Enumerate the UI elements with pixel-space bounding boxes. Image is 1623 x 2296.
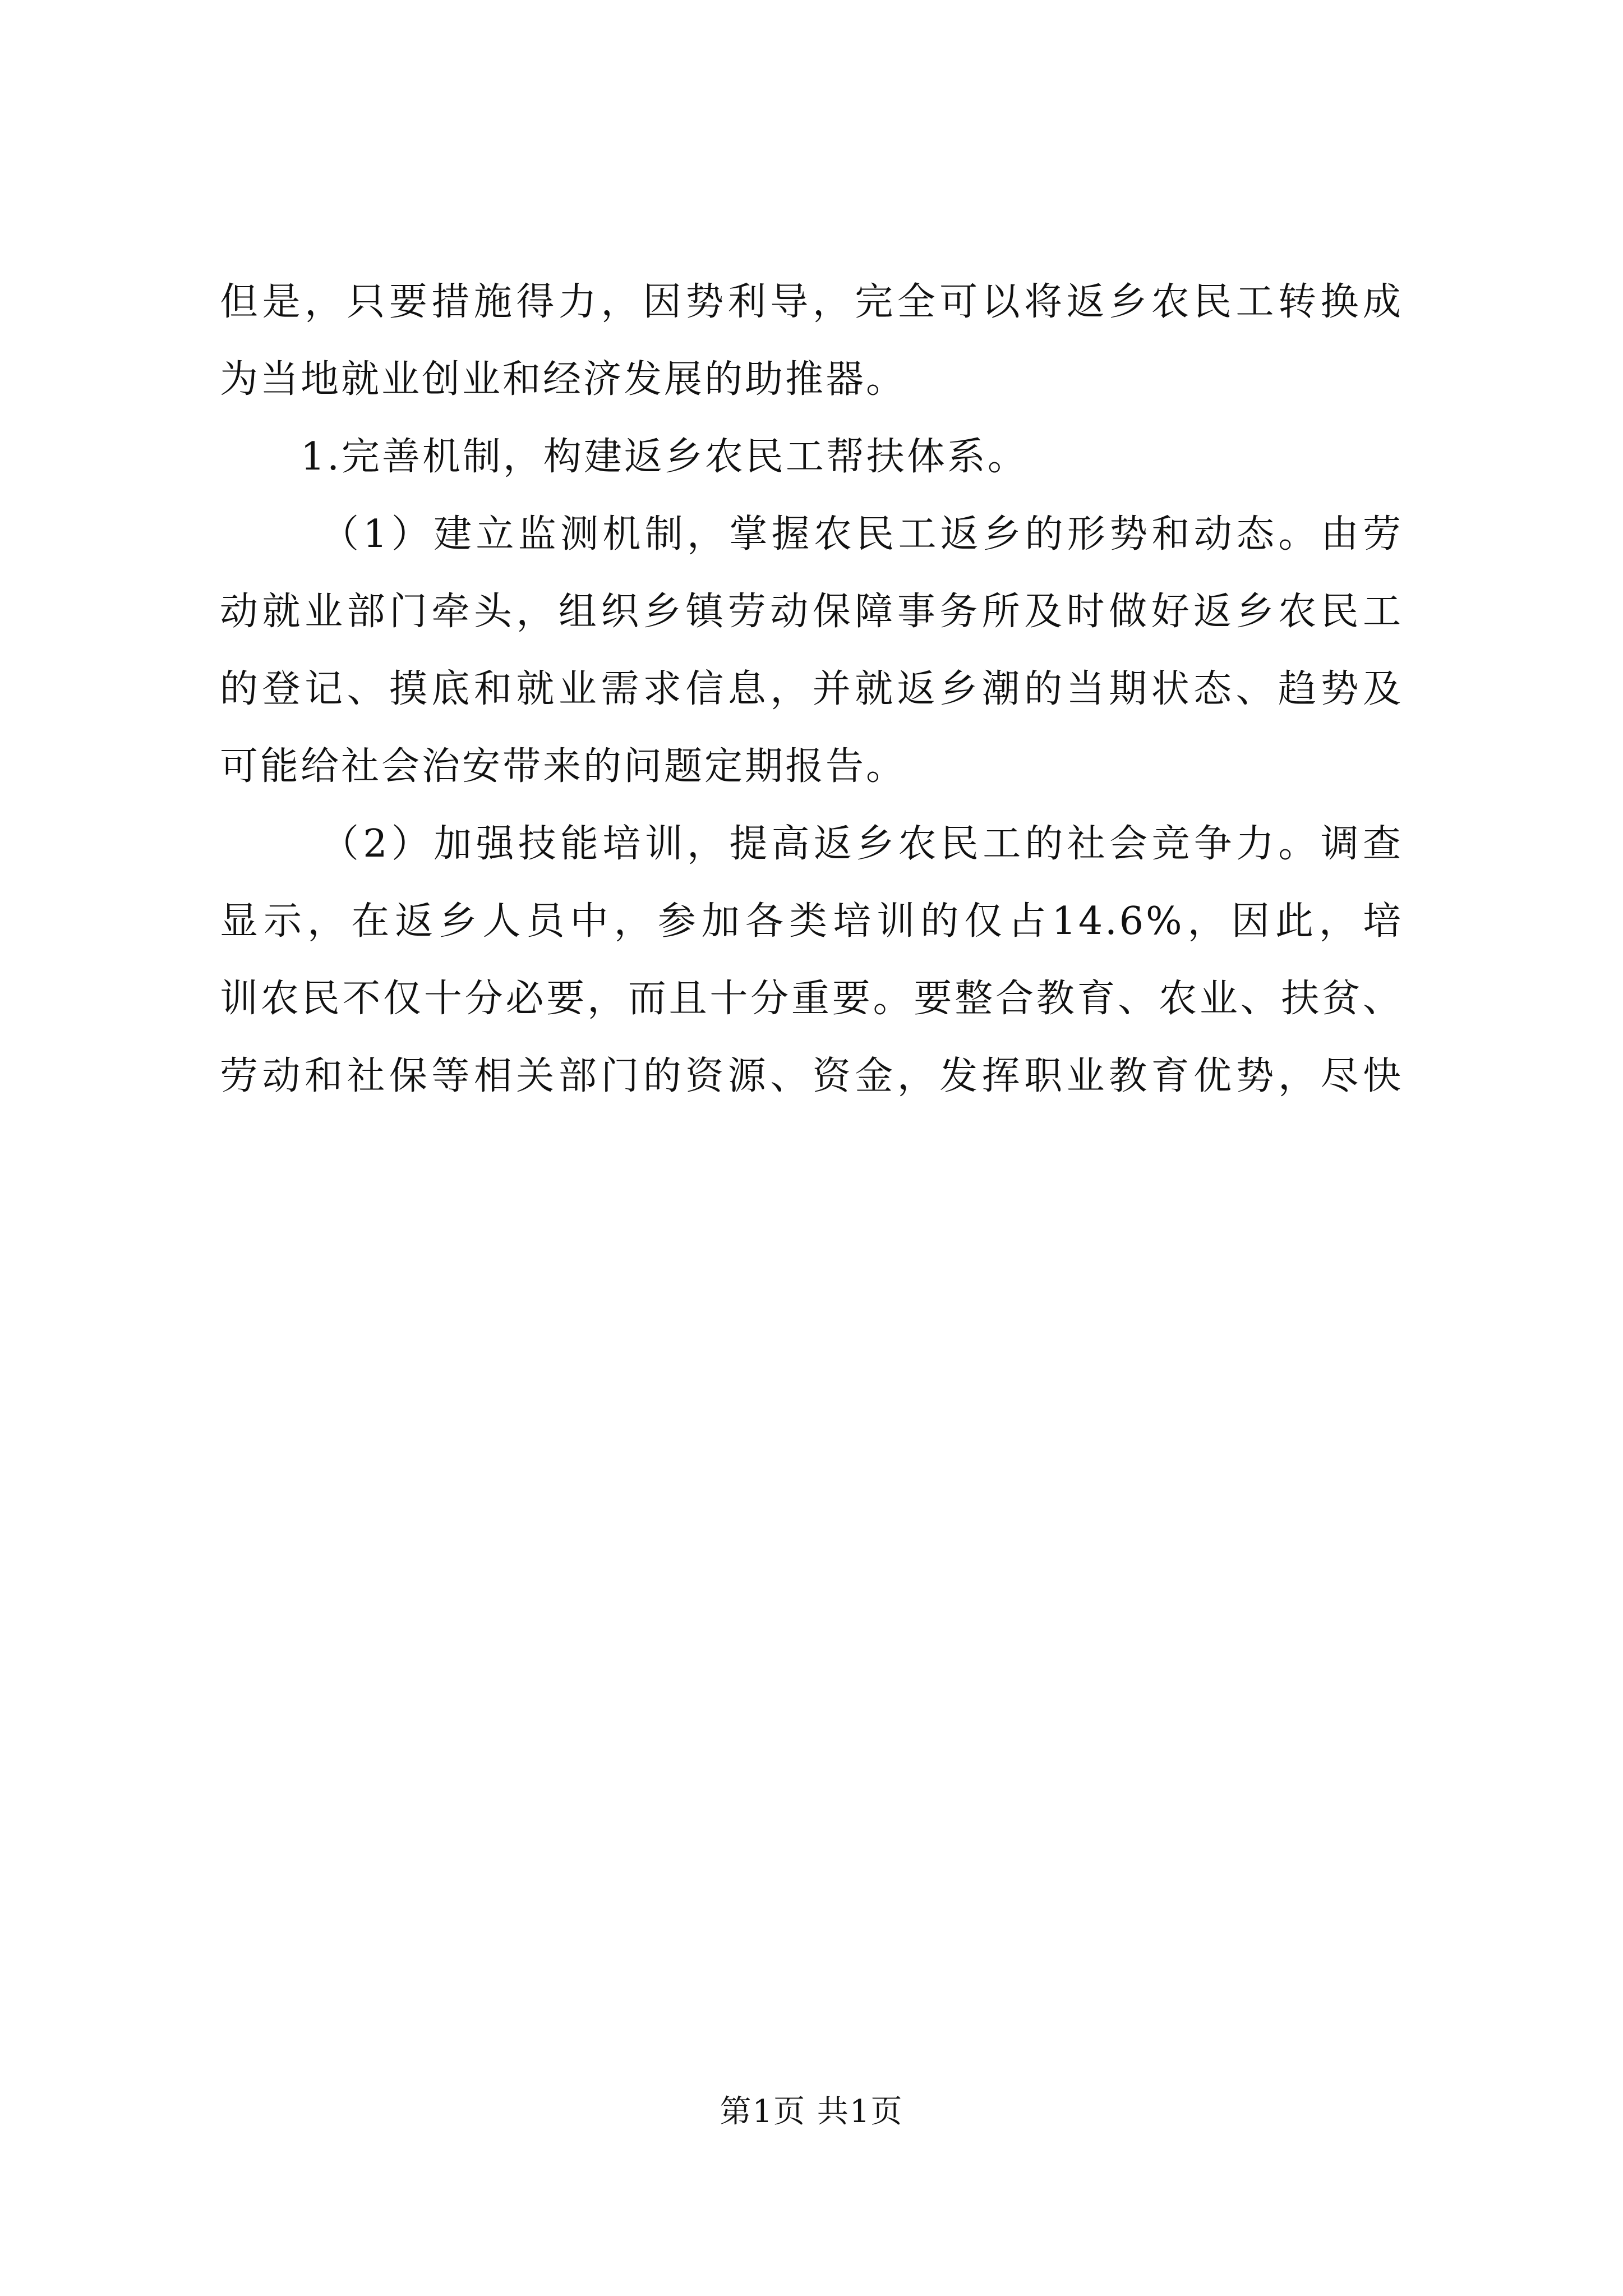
text-line: 动就业部门牵头，组织乡镇劳动保障事务所及时做好返乡农民工	[220, 590, 1403, 634]
page-number-label: 第1页 共1页	[720, 2093, 903, 2130]
text-line: 可能给社会治安带来的问题定期报告。	[220, 744, 907, 789]
text-line: 显示，在返乡人员中，参加各类培训的仅占14.6%，因此，培	[220, 899, 1403, 944]
text-line: 但是，只要措施得力，因势利导，完全可以将返乡农民工转换成	[220, 280, 1403, 324]
text-line: 为当地就业创业和经济发展的助推器。	[220, 357, 907, 402]
text-line: 的登记、摸底和就业需求信息，并就返乡潮的当期状态、趋势及	[220, 667, 1403, 711]
section-heading: 1.完善机制，构建返乡农民工帮扶体系。	[301, 435, 1028, 479]
text-line: 劳动和社保等相关部门的资源、资金，发挥职业教育优势，尽快	[220, 1054, 1403, 1098]
page-footer	[0, 2087, 1623, 2132]
text-line: （1）建立监测机制，掌握农民工返乡的形势和动态。由劳	[321, 512, 1403, 556]
text-line: 训农民不仅十分必要，而且十分重要。要整合教育、农业、扶贫、	[220, 977, 1403, 1021]
body-text	[220, 264, 1403, 1115]
text-line: （2）加强技能培训，提高返乡农民工的社会竞争力。调查	[321, 822, 1403, 866]
